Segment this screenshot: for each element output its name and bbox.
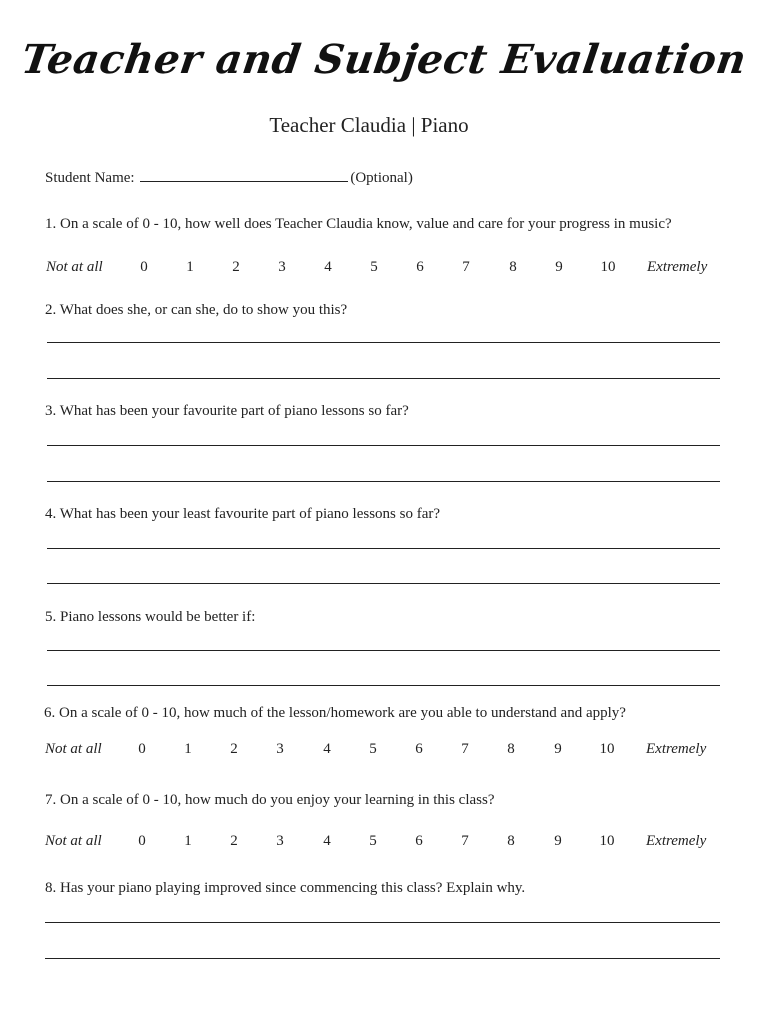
- scale-high-label: Extremely: [647, 259, 708, 275]
- scale-option-5[interactable]: 5: [369, 833, 377, 849]
- rating-scale-q7: [0, 833, 768, 853]
- answer-line-q8-2[interactable]: [45, 958, 720, 959]
- scale-option-0[interactable]: 0: [140, 259, 148, 275]
- question-4: 4. What has been your least favourite part of piano lessons so far?: [45, 506, 441, 522]
- answer-line-q2-1[interactable]: [47, 342, 720, 343]
- scale-option-2[interactable]: 2: [232, 259, 240, 275]
- question-5: 5. Piano lessons would be better if:: [45, 609, 256, 625]
- scale-option-8[interactable]: 8: [509, 259, 517, 275]
- scale-option-0[interactable]: 0: [138, 741, 146, 757]
- question-1: 1. On a scale of 0 - 10, how well does Teacher Claudia know, value and care for your progress in music?: [45, 216, 672, 232]
- student-name-optional: (Optional): [350, 170, 413, 186]
- scale-option-3[interactable]: 3: [276, 833, 284, 849]
- question-8: 8. Has your piano playing improved since commencing this class? Explain why.: [45, 880, 526, 896]
- scale-option-10[interactable]: 10: [599, 741, 615, 757]
- scale-option-7[interactable]: 7: [461, 833, 469, 849]
- scale-option-2[interactable]: 2: [230, 741, 238, 757]
- scale-option-6[interactable]: 6: [416, 259, 424, 275]
- question-2: 2. What does she, or can she, do to show you this?: [45, 302, 348, 318]
- rating-scale-q6: [0, 741, 768, 761]
- scale-option-6[interactable]: 6: [415, 833, 423, 849]
- scale-option-9[interactable]: 9: [554, 741, 562, 757]
- scale-option-7[interactable]: 7: [462, 259, 470, 275]
- scale-low-label: Not at all: [45, 741, 102, 757]
- answer-line-q4-1[interactable]: [47, 548, 720, 549]
- answer-line-q3-1[interactable]: [47, 445, 720, 446]
- scale-high-label: Extremely: [646, 833, 707, 849]
- scale-option-10[interactable]: 10: [599, 833, 615, 849]
- answer-line-q5-2[interactable]: [47, 685, 720, 686]
- scale-option-3[interactable]: 3: [276, 741, 284, 757]
- scale-option-7[interactable]: 7: [461, 741, 469, 757]
- scale-low-label: Not at all: [46, 259, 103, 275]
- scale-option-3[interactable]: 3: [278, 259, 286, 275]
- student-name-field[interactable]: [140, 167, 348, 182]
- rating-scale-q1: [0, 259, 768, 279]
- form-title: Teacher and Subject Evaluation: [18, 36, 750, 83]
- answer-line-q2-2[interactable]: [47, 378, 720, 379]
- scale-high-label: Extremely: [646, 741, 707, 757]
- answer-line-q5-1[interactable]: [47, 650, 720, 651]
- student-name-label: Student Name:: [45, 170, 135, 186]
- scale-option-5[interactable]: 5: [370, 259, 378, 275]
- scale-low-label: Not at all: [45, 833, 102, 849]
- form-subtitle: Teacher Claudia | Piano: [269, 113, 469, 137]
- answer-line-q3-2[interactable]: [47, 481, 720, 482]
- question-6: 6. On a scale of 0 - 10, how much of the lesson/homework are you able to understand and apply?: [44, 705, 626, 721]
- question-7: 7. On a scale of 0 - 10, how much do you enjoy your learning in this class?: [45, 792, 495, 808]
- student-name-row: [45, 167, 413, 187]
- scale-option-9[interactable]: 9: [555, 259, 563, 275]
- scale-option-4[interactable]: 4: [323, 741, 331, 757]
- answer-line-q8-1[interactable]: [45, 922, 720, 923]
- scale-option-1[interactable]: 1: [184, 833, 192, 849]
- scale-option-1[interactable]: 1: [186, 259, 194, 275]
- answer-line-q4-2[interactable]: [47, 583, 720, 584]
- scale-option-8[interactable]: 8: [507, 741, 515, 757]
- scale-option-10[interactable]: 10: [600, 259, 616, 275]
- scale-option-9[interactable]: 9: [554, 833, 562, 849]
- scale-option-2[interactable]: 2: [230, 833, 238, 849]
- scale-option-4[interactable]: 4: [323, 833, 331, 849]
- scale-option-6[interactable]: 6: [415, 741, 423, 757]
- scale-option-0[interactable]: 0: [138, 833, 146, 849]
- scale-option-5[interactable]: 5: [369, 741, 377, 757]
- scale-option-4[interactable]: 4: [324, 259, 332, 275]
- scale-option-1[interactable]: 1: [184, 741, 192, 757]
- scale-option-8[interactable]: 8: [507, 833, 515, 849]
- question-3: 3. What has been your favourite part of piano lessons so far?: [45, 403, 409, 419]
